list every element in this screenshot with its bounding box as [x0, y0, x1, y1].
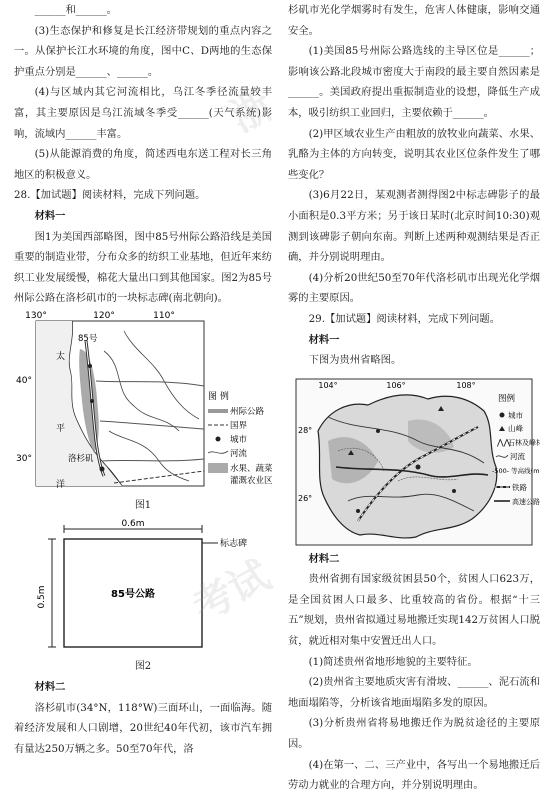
q29-part-1: (1)简述贵州省地形地貌的主要特征。	[308, 655, 478, 668]
fig1-lon-label: 110°	[153, 310, 175, 321]
top-line: ______和______。	[34, 4, 117, 16]
q28-part-4: (4)分析20世纪50至70年代洛杉矶市出现光化学烟雾的主要原因。	[288, 271, 540, 305]
right-column	[288, 0, 540, 796]
fig3-legend-item: -500- 等高线(m)	[492, 466, 540, 475]
question-29-heading: 29.【加试题】阅读材料，完成下列问题。	[308, 312, 501, 325]
guizhou-map	[288, 371, 540, 549]
fig2-height-label: 0.5m	[37, 584, 47, 609]
fig2-marker-label: 标志碑	[220, 538, 248, 549]
fig1-road-label: 85号	[78, 333, 98, 344]
q29-material-2-title: 材料二	[308, 552, 340, 565]
material-1-title: 材料一	[34, 209, 66, 222]
fig1-side-text: 洋	[56, 479, 66, 490]
q29-material-1-title: 材料一	[308, 333, 340, 346]
fig1-legend-item: 国界	[230, 420, 248, 431]
figure-2-sign	[14, 517, 272, 657]
fig2-sign-text: 85号公路	[111, 588, 155, 600]
material-2-text: 洛杉矶市(34°N，118°W)三面环山，一面临海。随着经济发展和人口剧增，20世纪40年代初，该市汽车拥有量达250万辆之多。50至70年代，洛	[14, 701, 272, 755]
material-2-continued: 杉矶市光化学烟雾时有发生，危害人体健康，影响交通安全。	[288, 4, 540, 37]
fig1-side-text: 平	[56, 423, 66, 434]
q28-part-3: (3)6月22日，某观测者测得图2中标志碑影子的最小面积是0.3平方米；另于该日某时(北京时间10:30)观测到该碑影子朝向东南。判断上述两种观测结果是否正确，并分别说明理由。	[288, 189, 540, 264]
question-5: (5)从能源消费的角度，简述西电东送工程对长三角地区的积极意义。	[14, 148, 272, 181]
q29-part-4: (4)在第一、二、三产业中，各写出一个易地搬迁后劳动力就业的合理方向，并分别说明理由。	[288, 758, 540, 792]
fig3-legend-item: 石林及峰林	[508, 438, 540, 447]
svg-text:⋀⋀: ⋀⋀	[497, 437, 511, 447]
q28-part-2: (2)甲区域农业生产由粗放的放牧业向蔬菜、水果、乳酪为主体的方向转变，说明其农业区位条件发生了哪些变化？	[288, 127, 540, 181]
material-1-text: 图1为美国西部略图，图中85号州际公路沿线是美国重要的制造业带，分布众多的纺织工业基地，但近年来纺织工业发展缓慢，棉花大量出口到其他国家。图2为85号州际公路在洛杉矶市的一块标志碑(南北朝向)。	[14, 230, 272, 305]
fig1-city-label: 洛杉矶	[68, 453, 94, 464]
fig3-lon-label: 108°	[456, 380, 476, 390]
q28-part-1: (1)美国85号州际公路选线的主导区位是______；影响该公路北段城市密度大于南段的最主要自然因素是______。美国政府提出重振制造业的设想，降低生产成本，吸引纺织工业回归，主要依赖于______。	[288, 45, 540, 119]
fig1-lon-label: 130°	[25, 310, 47, 321]
question-4: (4)与区域内其它河流相比，乌江冬季径流量较丰富，其主要原因是乌江流域冬季受______(天气系统)影响，流域内______丰富。	[14, 86, 272, 140]
fig1-legend-item: 灌溉农业区	[230, 475, 272, 486]
watermark: 浙	[223, 81, 281, 142]
left-column	[14, 0, 272, 759]
fig1-lat-label: 40°	[16, 375, 32, 386]
fig2-width-label: 0.6m	[121, 518, 145, 529]
fig3-legend-title: 图例	[498, 393, 516, 404]
fig3-legend-item: 高速公路	[512, 497, 540, 506]
question-28-heading: 28.【加试题】阅读材料，完成下列问题。	[14, 189, 206, 202]
fig3-legend-item: 河流	[510, 451, 525, 461]
fig1-legend-item: 水果、蔬菜	[230, 463, 272, 474]
fig3-lon-label: 104°	[318, 380, 338, 390]
question-3: (3)生态保护和修复是长江经济带规划的重点内容之一。从保护长江水环境的角度，图中C、D两地的生态保护重点分别是______、______。	[14, 24, 272, 78]
figure-1-caption: 图1	[134, 499, 152, 511]
fig1-legend-item: 城市	[230, 434, 248, 445]
fig3-lat-label: 28°	[298, 425, 313, 435]
fig3-lat-label: 26°	[298, 493, 313, 503]
q29-material-1-text: 下图为贵州省略图。	[308, 354, 402, 367]
material-2-title: 材料二	[34, 681, 66, 694]
figure-1-map	[14, 311, 272, 496]
q29-material-2-text: 贵州省拥有国家级贫困县50个，贫困人口623万，是全国贫困人口最多、比重较高的省份。根据“十三五”规划，贵州省拟通过易地搬迁实现142万贫困人口脱贫，就近相对集中安置迁出人口。	[288, 573, 540, 648]
figure-2-caption: 图2	[134, 660, 152, 672]
fig1-lat-label: 30°	[16, 453, 32, 464]
q29-part-3: (3)分析贵州省将易地搬迁作为脱贫途径的主要原因。	[288, 717, 540, 751]
fig1-side-text: 太	[56, 351, 66, 362]
q29-part-2: (2)贵州省主要地质灾害有滑坡、______、泥石流和地面塌陷等，分析该省地面塌陷多发的原因。	[288, 676, 540, 709]
fig1-lon-label: 120°	[93, 310, 115, 321]
fig1-legend-item: 州际公路	[230, 406, 265, 417]
fig3-legend-item: 山峰	[508, 423, 523, 433]
fig3-lon-label: 106°	[386, 380, 406, 390]
fig3-legend-item: 铁路	[512, 482, 527, 492]
fig1-legend-title: 图 例	[208, 391, 229, 402]
fig3-legend-item: 城市	[508, 410, 523, 420]
fig1-legend-item: 河流	[230, 448, 248, 459]
watermark: 考试	[185, 552, 278, 631]
